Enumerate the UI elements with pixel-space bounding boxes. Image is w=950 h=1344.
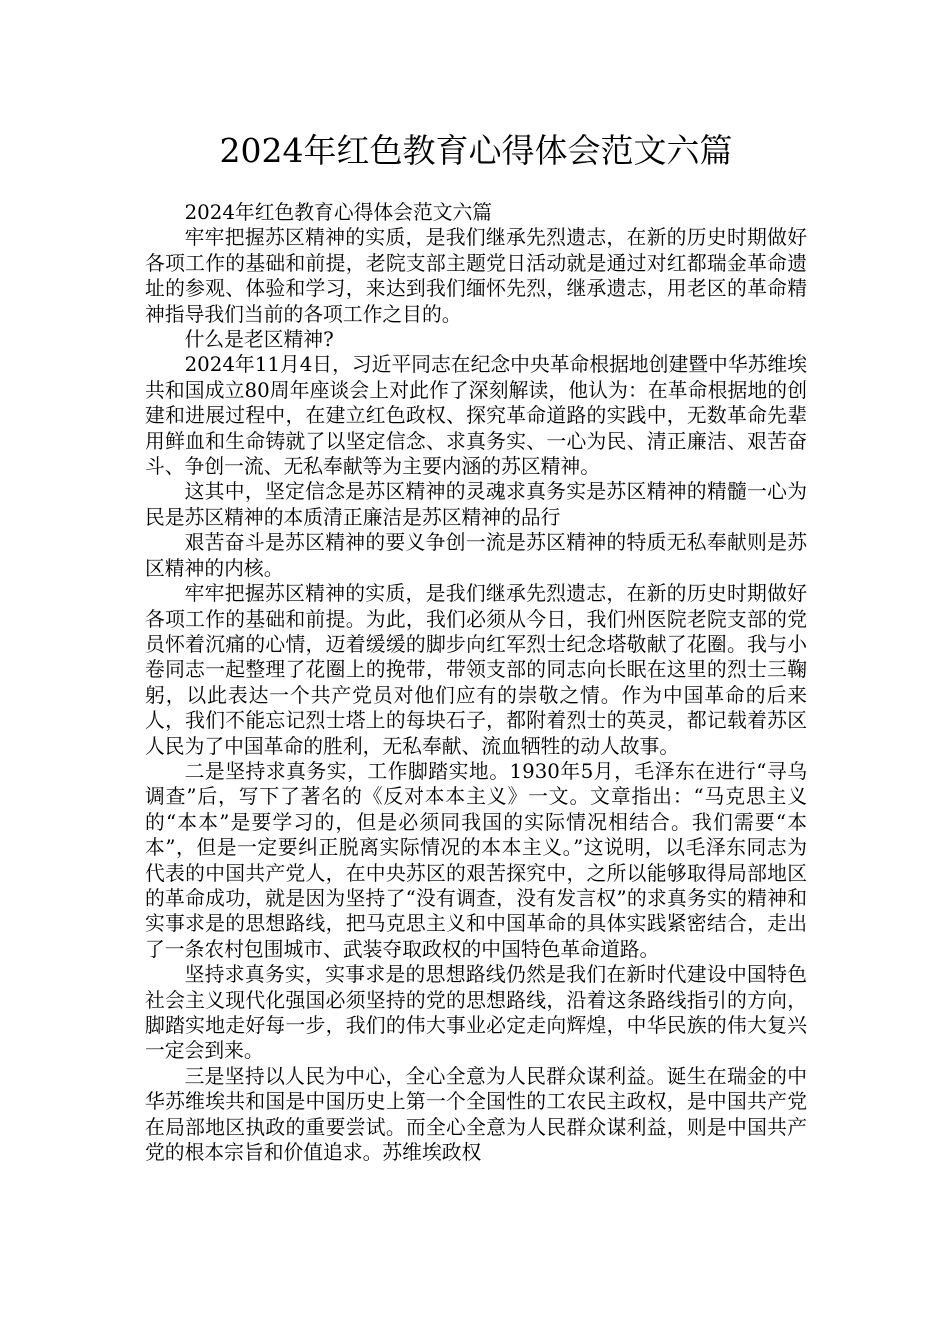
paragraph: 二是坚持求真务实，工作脚踏实地。1930年5月，毛泽东在进行“寻乌调查”后，写下了著名的《反对本本主义》一文。文章指出：“马克思主义的“本本”是要学习的，但是必须同我国的实际情况相结合。我们需要“本本”，但是一定要纠正脱离实际情况的本本主义。”这说明，以毛泽东同志为代表的中国共产党人，在中央苏区的艰苦探究中，之所以能够取得局部地区的革命成功，就是因为坚持了“没有调查，没有发言权”的求真务实的精神和实事求是的思想路线，把马克思主义和中国革命的具体实践紧密结合，走出了一条农村包围城市、武装夺取政权的中国特色革命道路。 bbox=[145, 759, 807, 961]
paragraph: 牢牢把握苏区精神的实质，是我们继承先烈遗志，在新的历史时期做好各项工作的基础和前提。为此，我们必须从今日，我们州医院老院支部的党员怀着沉痛的心情，迈着缓缓的脚步向红军烈士纪念塔敬献了花圈。我与小卷同志一起整理了花圈上的挽带，带领支部的同志向长眠在这里的烈士三鞠躬，以此表达一个共产党员对他们应有的崇敬之情。作为中国革命的后来人，我们不能忘记烈士塔上的每块石子，都附着烈士的英灵，都记载着苏区人民为了中国革命的胜利，无私奉献、流血牺牲的动人故事。 bbox=[145, 582, 807, 758]
paragraph: 什么是老区精神? bbox=[184, 328, 334, 352]
document-body bbox=[145, 200, 807, 1165]
paragraph: 这其中，坚定信念是苏区精神的灵魂求真务实是苏区精神的精髓一心为民是苏区精神的本质清正廉洁是苏区精神的品行 bbox=[145, 480, 807, 529]
paragraph-subtitle: 2024年红色教育心得体会范文六篇 bbox=[184, 201, 493, 224]
document-title: 2024年红色教育心得体会范文六篇 bbox=[219, 131, 733, 170]
document-page bbox=[145, 0, 807, 1344]
paragraph: 三是坚持以人民为中心，全心全意为人民群众谋利益。诞生在瑞金的中华苏维埃共和国是中国历史上第一个全国性的工农民主政权，是中国共产党在局部地区执政的重要尝试。而全心全意为人民群众谋利益，则是中国共产党的根本宗旨和价值追求。苏维埃政权 bbox=[145, 1064, 807, 1165]
paragraph: 牢牢把握苏区精神的实质，是我们继承先烈遗志，在新的历史时期做好各项工作的基础和前提，老院支部主题党日活动就是通过对红都瑞金革命遗址的参观、体验和学习，来达到我们缅怀先烈，继承遗志，用老区的革命精神指导我们当前的各项工作之目的。 bbox=[145, 226, 807, 326]
paragraph: 2024年11月4日，习近平同志在纪念中央革命根据地创建暨中华苏维埃共和国成立80周年座谈会上对此作了深刻解读，他认为：在革命根据地的创建和进展过程中，在建立红色政权、探究革命道路的实践中，无数革命先辈用鲜血和生命铸就了以坚定信念、求真务实、一心为民、清正廉洁、艰苦奋斗、争创一流、无私奉献等为主要内涵的苏区精神。 bbox=[145, 353, 807, 479]
paragraph: 艰苦奋斗是苏区精神的要义争创一流是苏区精神的特质无私奉献则是苏区精神的内核。 bbox=[145, 531, 807, 580]
paragraph: 坚持求真务实，实事求是的思想路线仍然是我们在新时代建设中国特色社会主义现代化强国必须坚持的党的思想路线，沿着这条路线指引的方向，脚踏实地走好每一步，我们的伟大事业必定走向辉煌，中华民族的伟大复兴一定会到来。 bbox=[145, 963, 807, 1063]
